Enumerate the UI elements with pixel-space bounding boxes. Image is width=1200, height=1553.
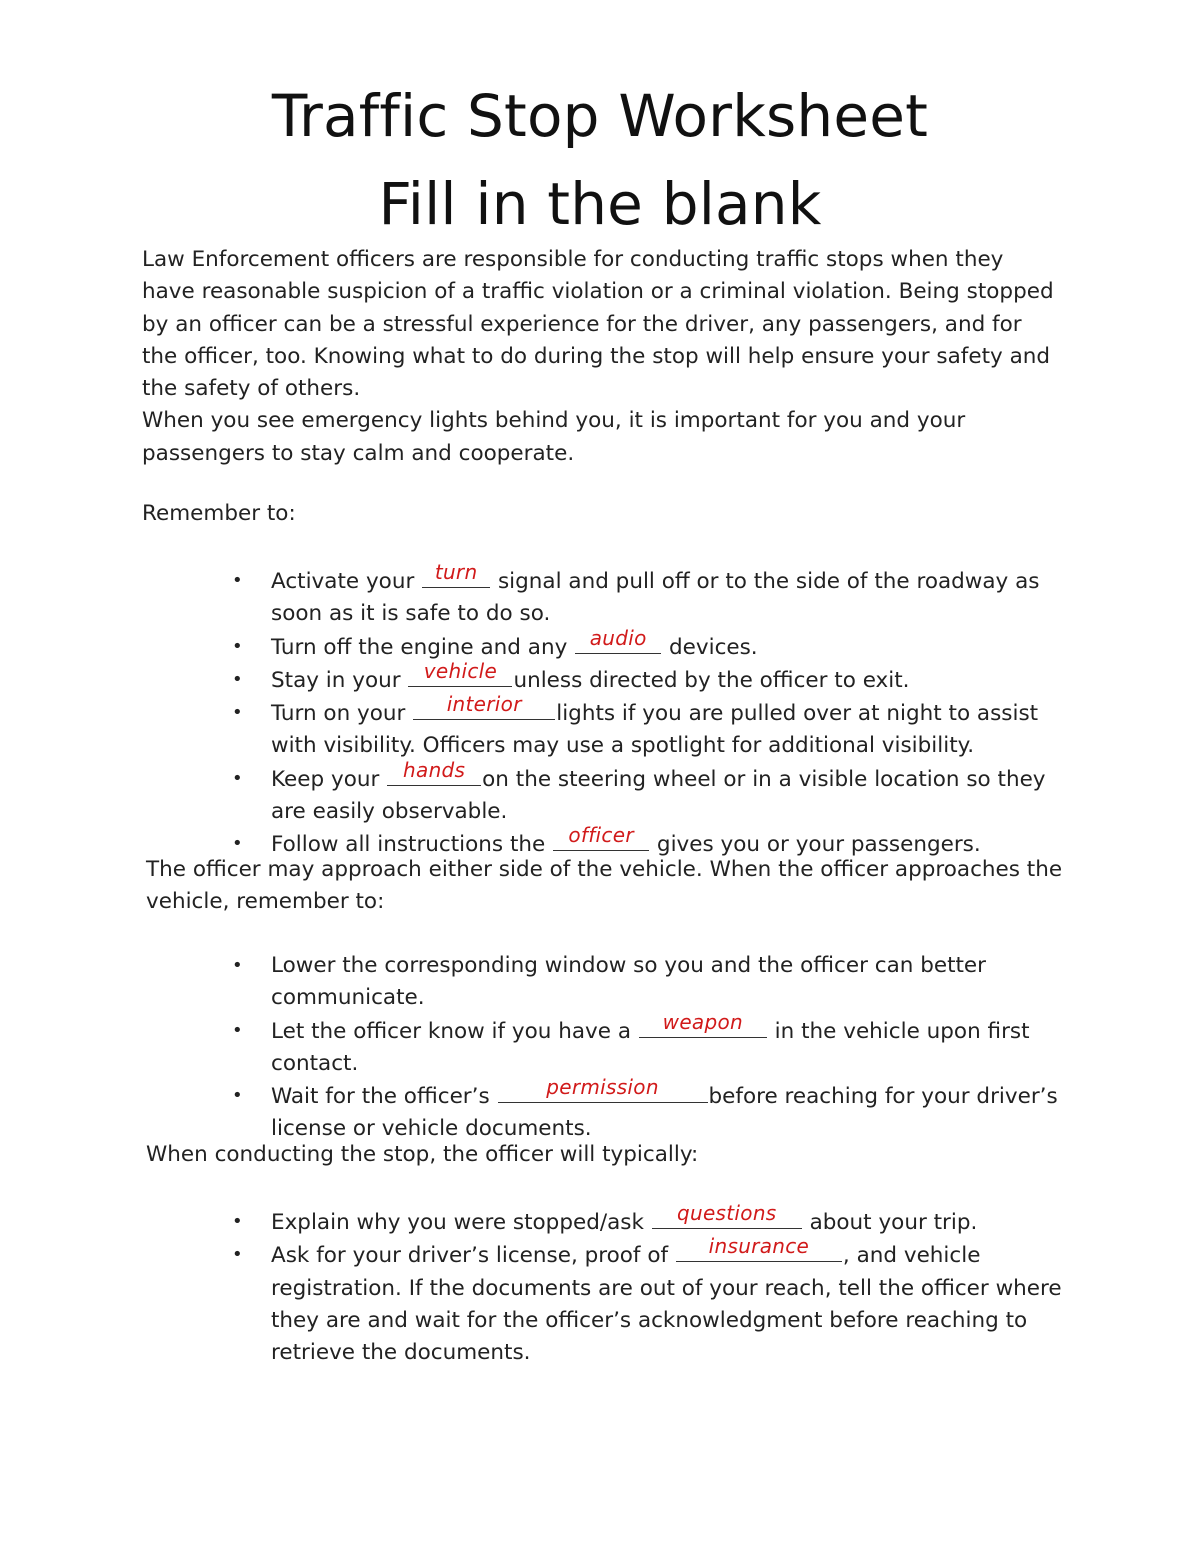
remember-label: Remember to: (142, 501, 296, 526)
handwritten-answer: insurance (708, 1234, 810, 1259)
list-item: • Stay in your vehicle unless directed by the officer to exit. (0, 664, 1071, 697)
blank-line (387, 757, 481, 786)
section-2-intro: The officer may approach either side of the vehicle. When the officer approaches the vehicle, remember to: (146, 857, 1063, 915)
blank-line (553, 823, 649, 851)
bullet-list-2 (0, 950, 1071, 1146)
blank-line (498, 1075, 708, 1103)
intro-paragraph: Law Enforcement officers are responsible for conducting traffic stops when they have reasonable suspicion of a traffic violation or a criminal violation. Being stopped by an officer can be a stressful experience for the driver, any passengers, and for the officer, too. Knowing what to do during the stop will help ensure your safety and the safety of others. (142, 247, 1054, 402)
list-item: • Turn off the engine and any audio devices. (0, 631, 1071, 664)
blank-line (639, 1009, 767, 1038)
handwritten-answer: questions (676, 1201, 777, 1225)
handwritten-answer: weapon (662, 1009, 743, 1034)
section-3-intro: When conducting the stop, the officer will typically: (146, 1142, 699, 1167)
blank-line (575, 625, 661, 654)
handwritten-answer: permission (546, 1075, 659, 1100)
list-item: • Activate your turn signal and pull off or to the side of the roadway as soon as it is safe to do so. (0, 565, 1071, 631)
list-item: • Turn on your interior lights if you are pulled over at night to assist with visibility. Officers may use a spotlight for additional visibility. (0, 697, 1071, 763)
handwritten-answer: interior (446, 692, 522, 717)
page-title: Traffic Stop Worksheet (271, 82, 929, 150)
blank-line (676, 1234, 842, 1262)
bullet-list-1 (0, 560, 1071, 862)
handwritten-answer: turn (434, 560, 478, 584)
list-item: • Let the officer know if you have a weapon in the vehicle upon first contact. (0, 1015, 1071, 1081)
list-item: • Explain why you were stopped/ask questions about your trip. (0, 1206, 1071, 1239)
intro-paragraph-2: When you see emergency lights behind you, it is important for you and your passengers to stay calm and cooperate. (142, 408, 966, 466)
list-item: • Ask for your driver’s license, proof of insurance , and vehicle registration. If the documents are out of your reach, tell the officer where they are and wait for the officer’s acknowledgment before reaching to retrieve the documents. (0, 1239, 1071, 1369)
handwritten-answer: vehicle (423, 658, 498, 683)
blank-line (413, 692, 555, 720)
list-item: • Keep your hands on the steering wheel or in a visible location so they are easily observable. (0, 763, 1071, 829)
handwritten-answer: hands (403, 757, 466, 782)
intro-block (142, 244, 1062, 470)
list-item: • Wait for the officer’s permission before reaching for your driver’s license or vehicle documents. (0, 1080, 1071, 1146)
page-subtitle: Fill in the blank (378, 170, 822, 238)
list-item: • Follow all instructions the officer gives you or your passengers. (0, 828, 1071, 861)
blank-line (408, 658, 512, 687)
bullet-list-3 (0, 1201, 1071, 1369)
blank-line (652, 1201, 802, 1229)
list-item: • Lower the corresponding window so you and the officer can better communicate. (0, 950, 1071, 1015)
handwritten-answer: audio (589, 625, 647, 650)
blank-line (422, 560, 490, 588)
handwritten-answer: officer (568, 823, 634, 848)
